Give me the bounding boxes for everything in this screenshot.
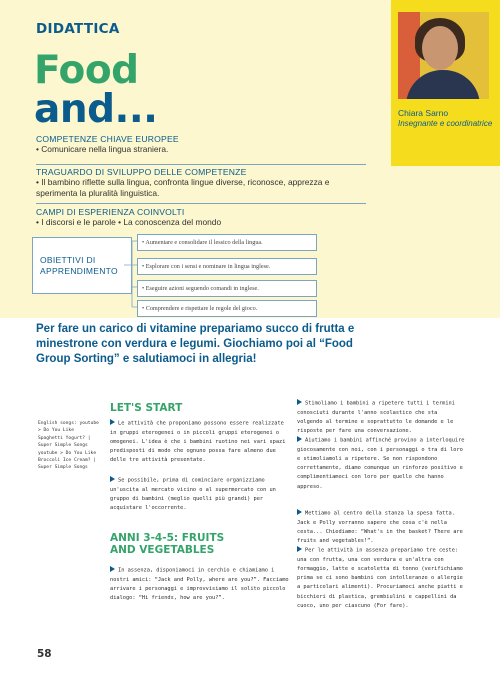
- campi-text: • I discorsi e le parole • La conoscenza del mondo: [36, 217, 222, 227]
- paragraph: Aiutiamo i bambini affinché provino a interloquire giocosamente con noi, con i personaggi o tra di loro e stimoliamoli a ripetere. Se non rispondono correttamente, diamo comunque un rinforzo positivo e complimentiamoci con loro per quello che hanno appreso.: [297, 437, 465, 490]
- paragraph: Mettiamo al centro della stanza la spesa fatta. Jack e Polly vorranno sapere che cosa c'è nella cesta... Chiediamo: “What's in the basket? There are fruits and vegetables!”.: [297, 510, 463, 545]
- author-photo: [398, 12, 489, 99]
- title-line-2: and...: [34, 87, 158, 132]
- page-number: 58: [37, 648, 52, 660]
- bullet-triangle-icon: [297, 436, 302, 442]
- bullet-triangle-icon: [110, 566, 115, 572]
- paragraph: Le attività che proponiamo possono essere realizzate in gruppi eterogenei o in piccoli gruppi eterogenei o omogenei. L'idea è che i bambini ruotino nei vari spazi predisposti di modo che ognuno possa fare almeno due delle tre attività presentate.: [110, 420, 286, 464]
- bullet-triangle-icon: [297, 509, 302, 515]
- bullet-triangle-icon: [297, 399, 302, 405]
- divider: [36, 164, 366, 165]
- section-heading-lets-start: LET'S START: [110, 402, 183, 414]
- page-title: [34, 48, 158, 132]
- competenze-heading: COMPETENZE CHIAVE EUROPEE: [36, 134, 179, 144]
- bullet-triangle-icon: [110, 476, 115, 482]
- songs-note: English songs: youtube > Do You Like Spaghetti Yogurt? | Super Simple Songs youtube > Do You Like Broccoli Ice Cream? | Super Simple Songs: [38, 421, 99, 471]
- obiettivo-item: • Eseguire azioni seguendo comandi in inglese.: [137, 280, 317, 297]
- paragraph: Per le attività in assenza prepariamo tre ceste: una con frutta, una con verdura e un'altra con formaggio, latte e scatoletta di tonno (verifichiamo prima se ci sono bambini con intolleranze o allergie a particolari alimenti). Procuriamoci anche piatti e bicchieri di plastica, grembiulini e cappellini da cuoco, uno per ciascuno (For fare).: [297, 547, 463, 609]
- obiettivo-item: • Aumentare e consolidare il lessico della lingua.: [137, 234, 317, 251]
- competenze-text: • Comunicare nella lingua straniera.: [36, 144, 169, 154]
- traguardo-heading: TRAGUARDO DI SVILUPPO DELLE COMPETENZE: [36, 167, 247, 177]
- traguardo-text: • Il bambino riflette sulla lingua, confronta lingue diverse, riconosce, apprezza e sperimenta la pluralità linguistica.: [36, 177, 330, 198]
- traguardo-block: [36, 167, 366, 199]
- paragraph: Se possibile, prima di cominciare organizziamo un'uscita al mercato vicino o al supermercato con un gruppo di bambini (meglio quelli più grandi) per acquistare l'occorrente.: [110, 477, 276, 512]
- campi-heading: CAMPI DI ESPERIENZA COINVOLTI: [36, 207, 185, 217]
- campi-block: [36, 207, 366, 228]
- author-name: Chiara Sarno: [398, 108, 449, 118]
- bullet-triangle-icon: [110, 419, 115, 425]
- competenze-block: [36, 134, 366, 155]
- paragraph: Stimoliamo i bambini a ripetere tutti i termini conosciuti durante l'anno scolastico che sta volgendo al termine e soprattutto le domande e le risposte per fare una conversazione.: [297, 400, 455, 435]
- section-heading-fruits: ANNI 3-4-5: FRUITS AND VEGETABLES: [110, 532, 225, 556]
- author-role: Insegnante e coordinatrice: [398, 119, 493, 128]
- obiettivi-box: [32, 237, 132, 294]
- obiettivo-item: • Esplorare con i sensi e nominare in lingua inglese.: [137, 258, 317, 275]
- bullet-triangle-icon: [297, 546, 302, 552]
- lead-paragraph: Per fare un carico di vitamine prepariamo succo di frutta e minestrone con verdura e legumi. Giochiamo poi al “Food Group Sorting” e salutiamoci in allegria!: [36, 323, 355, 365]
- section-label: DIDATTICA: [36, 21, 120, 37]
- author-box: [391, 0, 500, 166]
- divider: [36, 203, 366, 204]
- title-line-1: Food: [34, 48, 139, 93]
- obiettivi-label: OBIETTIVI DI APPRENDIMENTO: [40, 255, 118, 276]
- obiettivo-item: • Comprendere e rispettare le regole del gioco.: [137, 300, 317, 317]
- paragraph: In assenza, disponiamoci in cerchio e chiamiamo i nostri amici: “Jack and Polly, where are you?”. Facciamo arrivare i personaggi e improvvisiamo il solito piccolo dialogo: “Hi friends, how are you?”.: [110, 567, 289, 602]
